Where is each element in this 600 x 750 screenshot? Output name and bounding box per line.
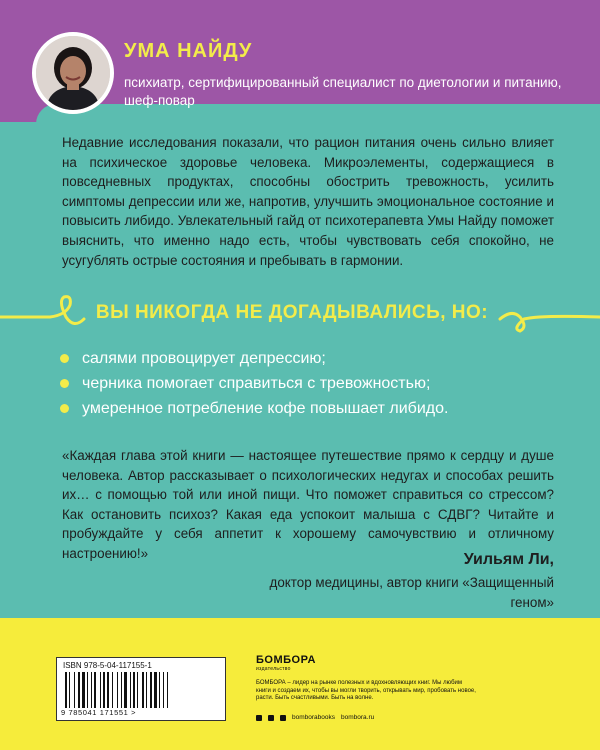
list-item (60, 371, 448, 396)
barcode-bar (94, 672, 96, 708)
barcode-bar (112, 672, 113, 708)
barcode-bar (146, 672, 147, 708)
publisher-logo (256, 654, 316, 674)
barcode-bar (159, 672, 160, 708)
barcode-bar (130, 672, 131, 708)
publisher-handle[interactable]: bomborabooks (292, 714, 335, 721)
reviewer-title: доктор медицины, автор книги «Защищенный геном» (269, 575, 554, 610)
reviewer-name: Уильям Ли, (463, 551, 554, 568)
barcode-number: 9 785041 171551 > (61, 708, 137, 717)
barcode-bar (107, 672, 109, 708)
barcode-bar (91, 672, 92, 708)
barcode-bar (167, 672, 168, 708)
publisher-subtitle: издательство (256, 666, 291, 672)
author-portrait-icon (36, 36, 110, 110)
author-description: психиатр, сертифицированный специалист по диетологии и питанию, шеф-повар (124, 75, 562, 108)
barcode (56, 657, 226, 721)
bullet-list (60, 346, 448, 421)
bullet-text: черника помогает справиться с тревожностью; (82, 375, 431, 392)
review-quote: «Каждая глава этой книги — настоящее путешествие прямо к сердцу и душе человека. Автор рассказывает о психологических недугах и способах решить их… с помощью той или иной пищи. Что поможет справиться со стрессом? Как остановить психоз? Какая еда успокоит малыша с СДВГ? Читайте и пробуждайте у себя аппетит к хорошему самочувствию и отличному настроению!» (62, 448, 554, 561)
barcode-bars (63, 672, 219, 708)
publisher-name: БОМБОРА (256, 654, 316, 666)
barcode-bar (117, 672, 118, 708)
bullet-text: умеренное потребление кофе повышает либидо. (82, 400, 449, 417)
barcode-bar (103, 672, 105, 708)
headline: ВЫ НИКОГДА НЕ ДОГАДЫВАЛИСЬ, НО: (95, 302, 489, 323)
intro-paragraph: Недавние исследования показали, что рацион питания очень сильно влияет на психическое здоровье человека. Микроэлементы, содержащиеся в повседневных продуктах, способны обострить тревожность, усилить симптомы депрессии или же, напротив, улучшить эмоциональное состояние и повысить либидо. Увлекательный гайд от психотерапевта Умы Найду поможет выяснить, что именно надо есть, чтобы чувствовать себя спокойно, не усугублять острые состояния и пребывать в гармонии. (62, 135, 554, 268)
barcode-bar (163, 672, 164, 708)
author-photo (32, 32, 114, 114)
barcode-bar (74, 672, 75, 708)
barcode-bar (87, 672, 88, 708)
list-item (60, 346, 448, 371)
barcode-bar (142, 672, 144, 708)
publisher-site[interactable]: bombora.ru (341, 714, 375, 721)
barcode-bar (69, 672, 70, 708)
barcode-bar (121, 672, 122, 708)
barcode-bar (137, 672, 138, 708)
list-item (60, 396, 448, 421)
barcode-bar (133, 672, 135, 708)
publisher-links (256, 714, 374, 721)
barcode-bar (82, 672, 85, 708)
barcode-bar (100, 672, 101, 708)
publisher-blurb: БОМБОРА – лидер на рынке полезных и вдохновляющих книг. Мы любим книги и создаем их, чтобы вы могли творить, открывать мир, пробовать новое, расти. Быть счастливыми. Быть на волне. (256, 680, 476, 702)
instagram-icon (280, 715, 286, 721)
bullet-dot-icon (60, 379, 69, 388)
author-name: УМА НАЙДУ (124, 40, 253, 62)
barcode-bar (150, 672, 152, 708)
isbn-label: ISBN 978-5-04-117155-1 (63, 661, 152, 670)
barcode-bar (124, 672, 127, 708)
barcode-bar (154, 672, 157, 708)
bullet-dot-icon (60, 354, 69, 363)
bullet-text: салями провоцирует депрессию; (82, 350, 326, 367)
vk-icon (268, 715, 274, 721)
barcode-bar (78, 672, 80, 708)
bullet-dot-icon (60, 404, 69, 413)
barcode-bar (65, 672, 67, 708)
facebook-icon (256, 715, 262, 721)
